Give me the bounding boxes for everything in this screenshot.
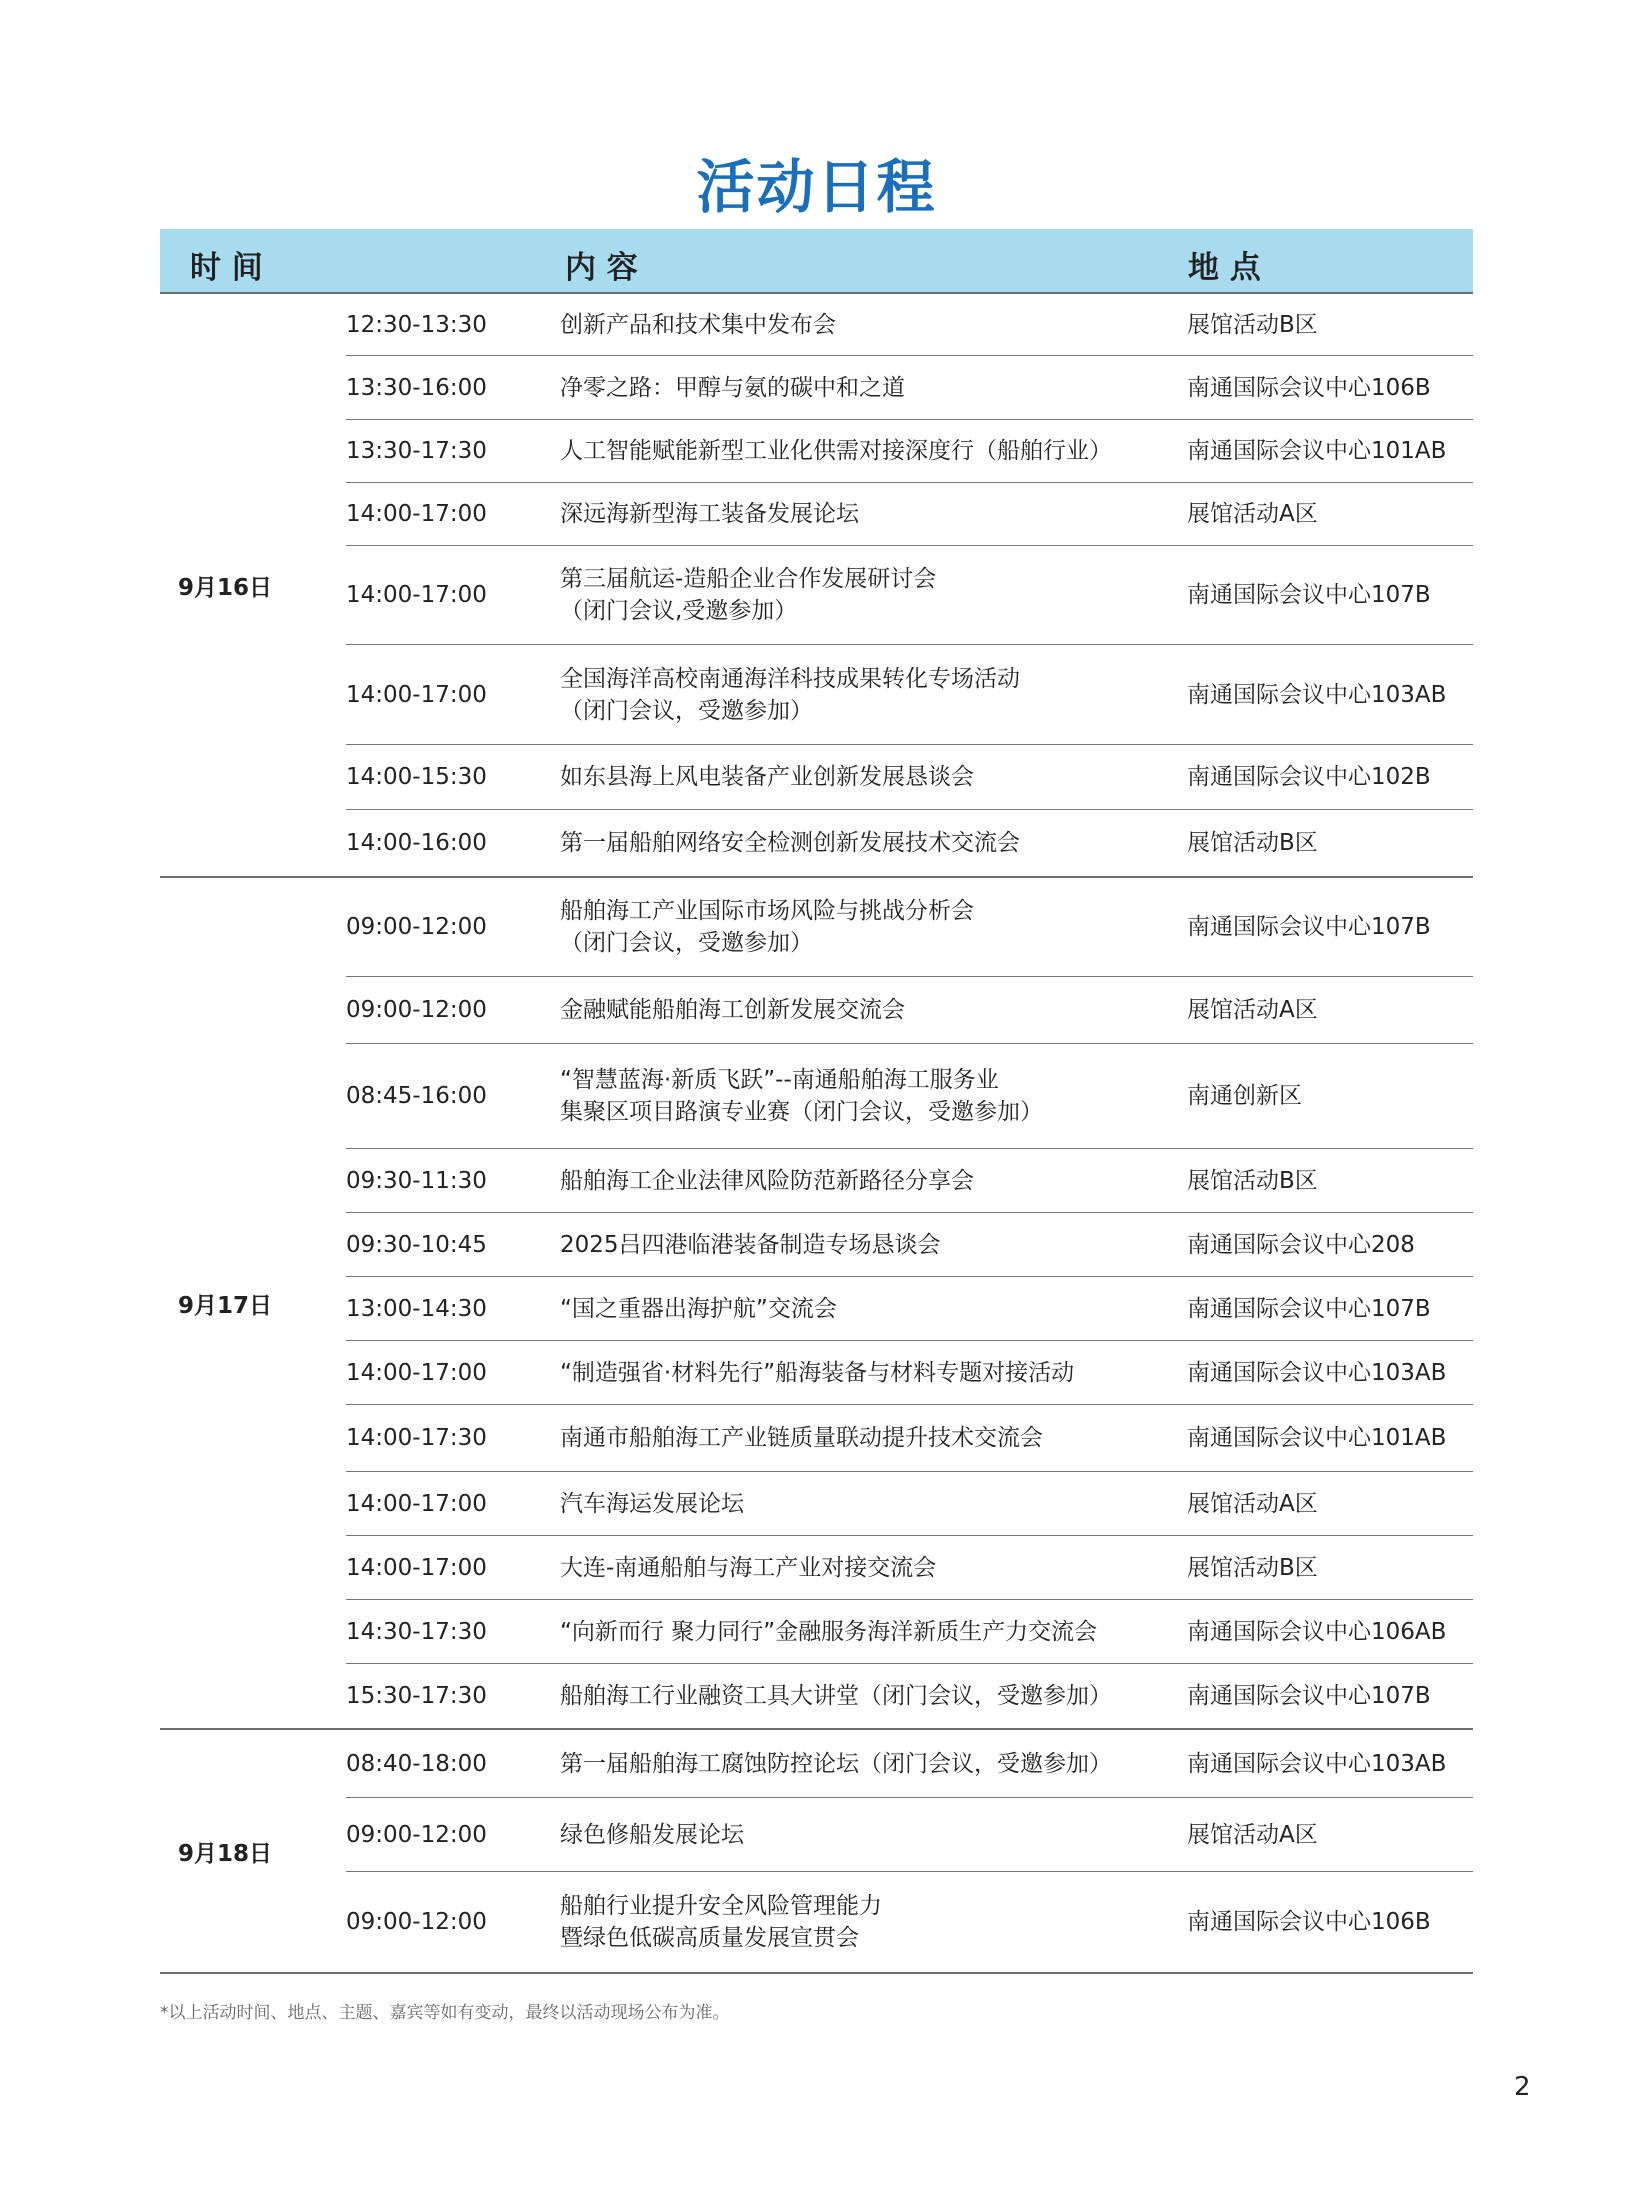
event-content <box>560 1616 1187 1648</box>
table-row <box>346 1149 1473 1213</box>
event-content <box>560 663 1187 727</box>
event-location: 南通国际会议中心103AB <box>1187 681 1447 708</box>
event-content-line: 集聚区项目路演专业赛（闭门会议，受邀参加） <box>560 1099 1043 1125</box>
event-content <box>560 563 1187 627</box>
table-row <box>346 1405 1473 1472</box>
event-location: 南通国际会议中心103AB <box>1187 1750 1447 1777</box>
event-content-line: 第三届航运-造船企业合作发展研讨会 <box>560 566 937 592</box>
event-time: 14:00-17:00 <box>346 681 487 708</box>
event-content <box>560 895 1187 959</box>
event-content <box>560 1488 1187 1520</box>
event-time: 08:45-16:00 <box>346 1083 487 1109</box>
event-location: 展馆活动B区 <box>1187 311 1318 338</box>
schedule-table <box>160 229 1473 1974</box>
event-content <box>560 372 1187 404</box>
event-content-line: 深远海新型海工装备发展论坛 <box>560 501 859 527</box>
table-row <box>346 1600 1473 1664</box>
table-row <box>346 878 1473 977</box>
event-content <box>560 1165 1187 1197</box>
event-time: 12:30-13:30 <box>346 311 487 338</box>
day-label: 9月17日 <box>178 1292 273 1319</box>
event-content <box>560 1748 1187 1780</box>
day-label: 9月16日 <box>178 574 273 601</box>
event-location: 南通国际会议中心107B <box>1187 1683 1431 1709</box>
event-content-line: 汽车海运发展论坛 <box>560 1490 744 1517</box>
event-content-line: “智慧蓝海·新质飞跃”--南通船舶海工服务业 <box>560 1067 999 1093</box>
table-row <box>346 1213 1473 1277</box>
table-row <box>346 1798 1473 1872</box>
event-content-line: 金融赋能船舶海工创新发展交流会 <box>560 997 905 1023</box>
day-events <box>346 878 1473 1728</box>
event-content-line: 船舶行业提升安全风险管理能力 <box>560 1893 882 1919</box>
event-time: 14:00-17:00 <box>346 1554 487 1581</box>
event-content <box>560 1422 1187 1454</box>
event-time: 14:00-17:30 <box>346 1425 487 1451</box>
table-row <box>346 294 1473 356</box>
event-content-line: 第一届船舶海工腐蚀防控论坛（闭门会议，受邀参加） <box>560 1750 1112 1777</box>
table-row <box>346 1872 1473 1972</box>
event-location: 南通国际会议中心101AB <box>1187 438 1447 464</box>
table-row <box>346 977 1473 1044</box>
event-content <box>560 1890 1187 1954</box>
event-content-line: 人工智能赋能新型工业化供需对接深度行（船舶行业） <box>560 438 1112 464</box>
table-row <box>346 810 1473 876</box>
table-row <box>346 645 1473 745</box>
day-group <box>160 294 1473 878</box>
event-time: 09:30-11:30 <box>346 1167 487 1194</box>
event-time: 14:00-17:00 <box>346 501 487 527</box>
event-content <box>560 498 1187 530</box>
event-time: 13:00-14:30 <box>346 1295 487 1322</box>
table-row <box>346 420 1473 483</box>
event-content-line: 2025吕四港临港装备制造专场恳谈会 <box>560 1231 941 1258</box>
event-location: 展馆活动A区 <box>1187 997 1318 1023</box>
event-content <box>560 994 1187 1026</box>
table-row <box>346 1664 1473 1728</box>
event-location: 南通国际会议中心107B <box>1187 914 1431 940</box>
event-location: 南通国际会议中心208 <box>1187 1231 1415 1258</box>
table-row <box>346 1277 1473 1341</box>
event-location: 南通国际会议中心106AB <box>1187 1618 1447 1645</box>
event-location: 展馆活动A区 <box>1187 501 1318 527</box>
event-time: 15:30-17:30 <box>346 1683 487 1709</box>
event-content <box>560 1293 1187 1325</box>
day-events <box>346 294 1473 876</box>
event-content-line: 全国海洋高校南通海洋科技成果转化专场活动 <box>560 665 1020 692</box>
schedule-body <box>160 294 1473 1974</box>
page-title: 活动日程 <box>696 153 937 221</box>
event-content-line: 如东县海上风电装备产业创新发展恳谈会 <box>560 764 974 790</box>
event-content <box>560 761 1187 793</box>
event-time: 14:00-15:30 <box>346 764 487 790</box>
event-content-line: 暨绿色低碳高质量发展宣贯会 <box>560 1925 859 1951</box>
event-time: 14:00-17:00 <box>346 1490 487 1517</box>
event-location: 展馆活动A区 <box>1187 1490 1318 1517</box>
table-row <box>346 1044 1473 1149</box>
event-content-line: “制造强省·材料先行”船海装备与材料专题对接活动 <box>560 1359 1075 1386</box>
event-location: 南通国际会议中心106B <box>1187 374 1431 401</box>
event-location: 南通国际会议中心101AB <box>1187 1425 1447 1451</box>
event-content <box>560 827 1187 859</box>
event-location: 南通创新区 <box>1187 1083 1302 1109</box>
event-content-line: 船舶海工行业融资工具大讲堂（闭门会议，受邀参加） <box>560 1683 1112 1709</box>
table-row <box>346 745 1473 810</box>
event-location: 展馆活动B区 <box>1187 830 1318 856</box>
header-location: 地 点 <box>1188 250 1261 286</box>
page-number: 2 <box>1514 2072 1531 2102</box>
header-content: 内 容 <box>565 250 638 286</box>
table-row <box>346 1472 1473 1536</box>
event-content-line: 创新产品和技术集中发布会 <box>560 311 836 338</box>
event-content-line: （闭门会议，受邀参加） <box>560 697 813 724</box>
event-time: 09:00-12:00 <box>346 1909 487 1935</box>
event-content <box>560 309 1187 341</box>
table-row <box>346 1536 1473 1600</box>
event-location: 南通国际会议中心103AB <box>1187 1359 1447 1386</box>
event-location: 展馆活动B区 <box>1187 1554 1318 1581</box>
table-row <box>346 483 1473 546</box>
event-location: 南通国际会议中心107B <box>1187 1295 1431 1322</box>
event-time: 13:30-16:00 <box>346 374 487 401</box>
event-content-line: 船舶海工企业法律风险防范新路径分享会 <box>560 1167 974 1194</box>
event-location: 展馆活动A区 <box>1187 1821 1318 1848</box>
event-content-line: 绿色修船发展论坛 <box>560 1821 744 1848</box>
event-time: 14:30-17:30 <box>346 1618 487 1645</box>
table-row <box>346 1730 1473 1798</box>
event-location: 南通国际会议中心107B <box>1187 582 1431 608</box>
event-time: 08:40-18:00 <box>346 1750 487 1777</box>
event-time: 09:00-12:00 <box>346 1821 487 1848</box>
event-content-line: 大连-南通船舶与海工产业对接交流会 <box>560 1554 937 1581</box>
event-time: 13:30-17:30 <box>346 438 487 464</box>
event-content-line: “向新而行 聚力同行”金融服务海洋新质生产力交流会 <box>560 1618 1098 1645</box>
event-content <box>560 1552 1187 1584</box>
day-group <box>160 878 1473 1730</box>
table-header <box>160 229 1473 294</box>
event-location: 南通国际会议中心102B <box>1187 764 1431 790</box>
table-row <box>346 356 1473 420</box>
event-time: 09:00-12:00 <box>346 997 487 1023</box>
event-content <box>560 1357 1187 1389</box>
event-location: 南通国际会议中心106B <box>1187 1909 1431 1935</box>
event-content-line: 净零之路：甲醇与氨的碳中和之道 <box>560 374 905 401</box>
day-group <box>160 1730 1473 1974</box>
footnote: *以上活动时间、地点、主题、嘉宾等如有变动，最终以活动现场公布为准。 <box>160 2003 730 2023</box>
event-content <box>560 1680 1187 1712</box>
event-location: 展馆活动B区 <box>1187 1167 1318 1194</box>
event-time: 14:00-17:00 <box>346 582 487 608</box>
header-time: 时 间 <box>190 250 263 286</box>
table-row <box>346 1341 1473 1405</box>
event-content-line: 第一届船舶网络安全检测创新发展技术交流会 <box>560 830 1020 856</box>
event-time: 09:00-12:00 <box>346 914 487 940</box>
event-content-line: （闭门会议，受邀参加） <box>560 930 813 956</box>
event-content-line: （闭门会议,受邀参加） <box>560 598 798 624</box>
event-content <box>560 1064 1187 1128</box>
event-content <box>560 1229 1187 1261</box>
day-events <box>346 1730 1473 1972</box>
event-time: 09:30-10:45 <box>346 1231 487 1258</box>
event-content <box>560 1819 1187 1851</box>
day-label: 9月18日 <box>178 1840 273 1867</box>
event-time: 14:00-16:00 <box>346 830 487 856</box>
event-content-line: 南通市船舶海工产业链质量联动提升技术交流会 <box>560 1425 1043 1451</box>
event-content-line: “国之重器出海护航”交流会 <box>560 1295 837 1322</box>
event-time: 14:00-17:00 <box>346 1359 487 1386</box>
event-content <box>560 435 1187 467</box>
event-content-line: 船舶海工产业国际市场风险与挑战分析会 <box>560 898 974 924</box>
table-row <box>346 546 1473 645</box>
